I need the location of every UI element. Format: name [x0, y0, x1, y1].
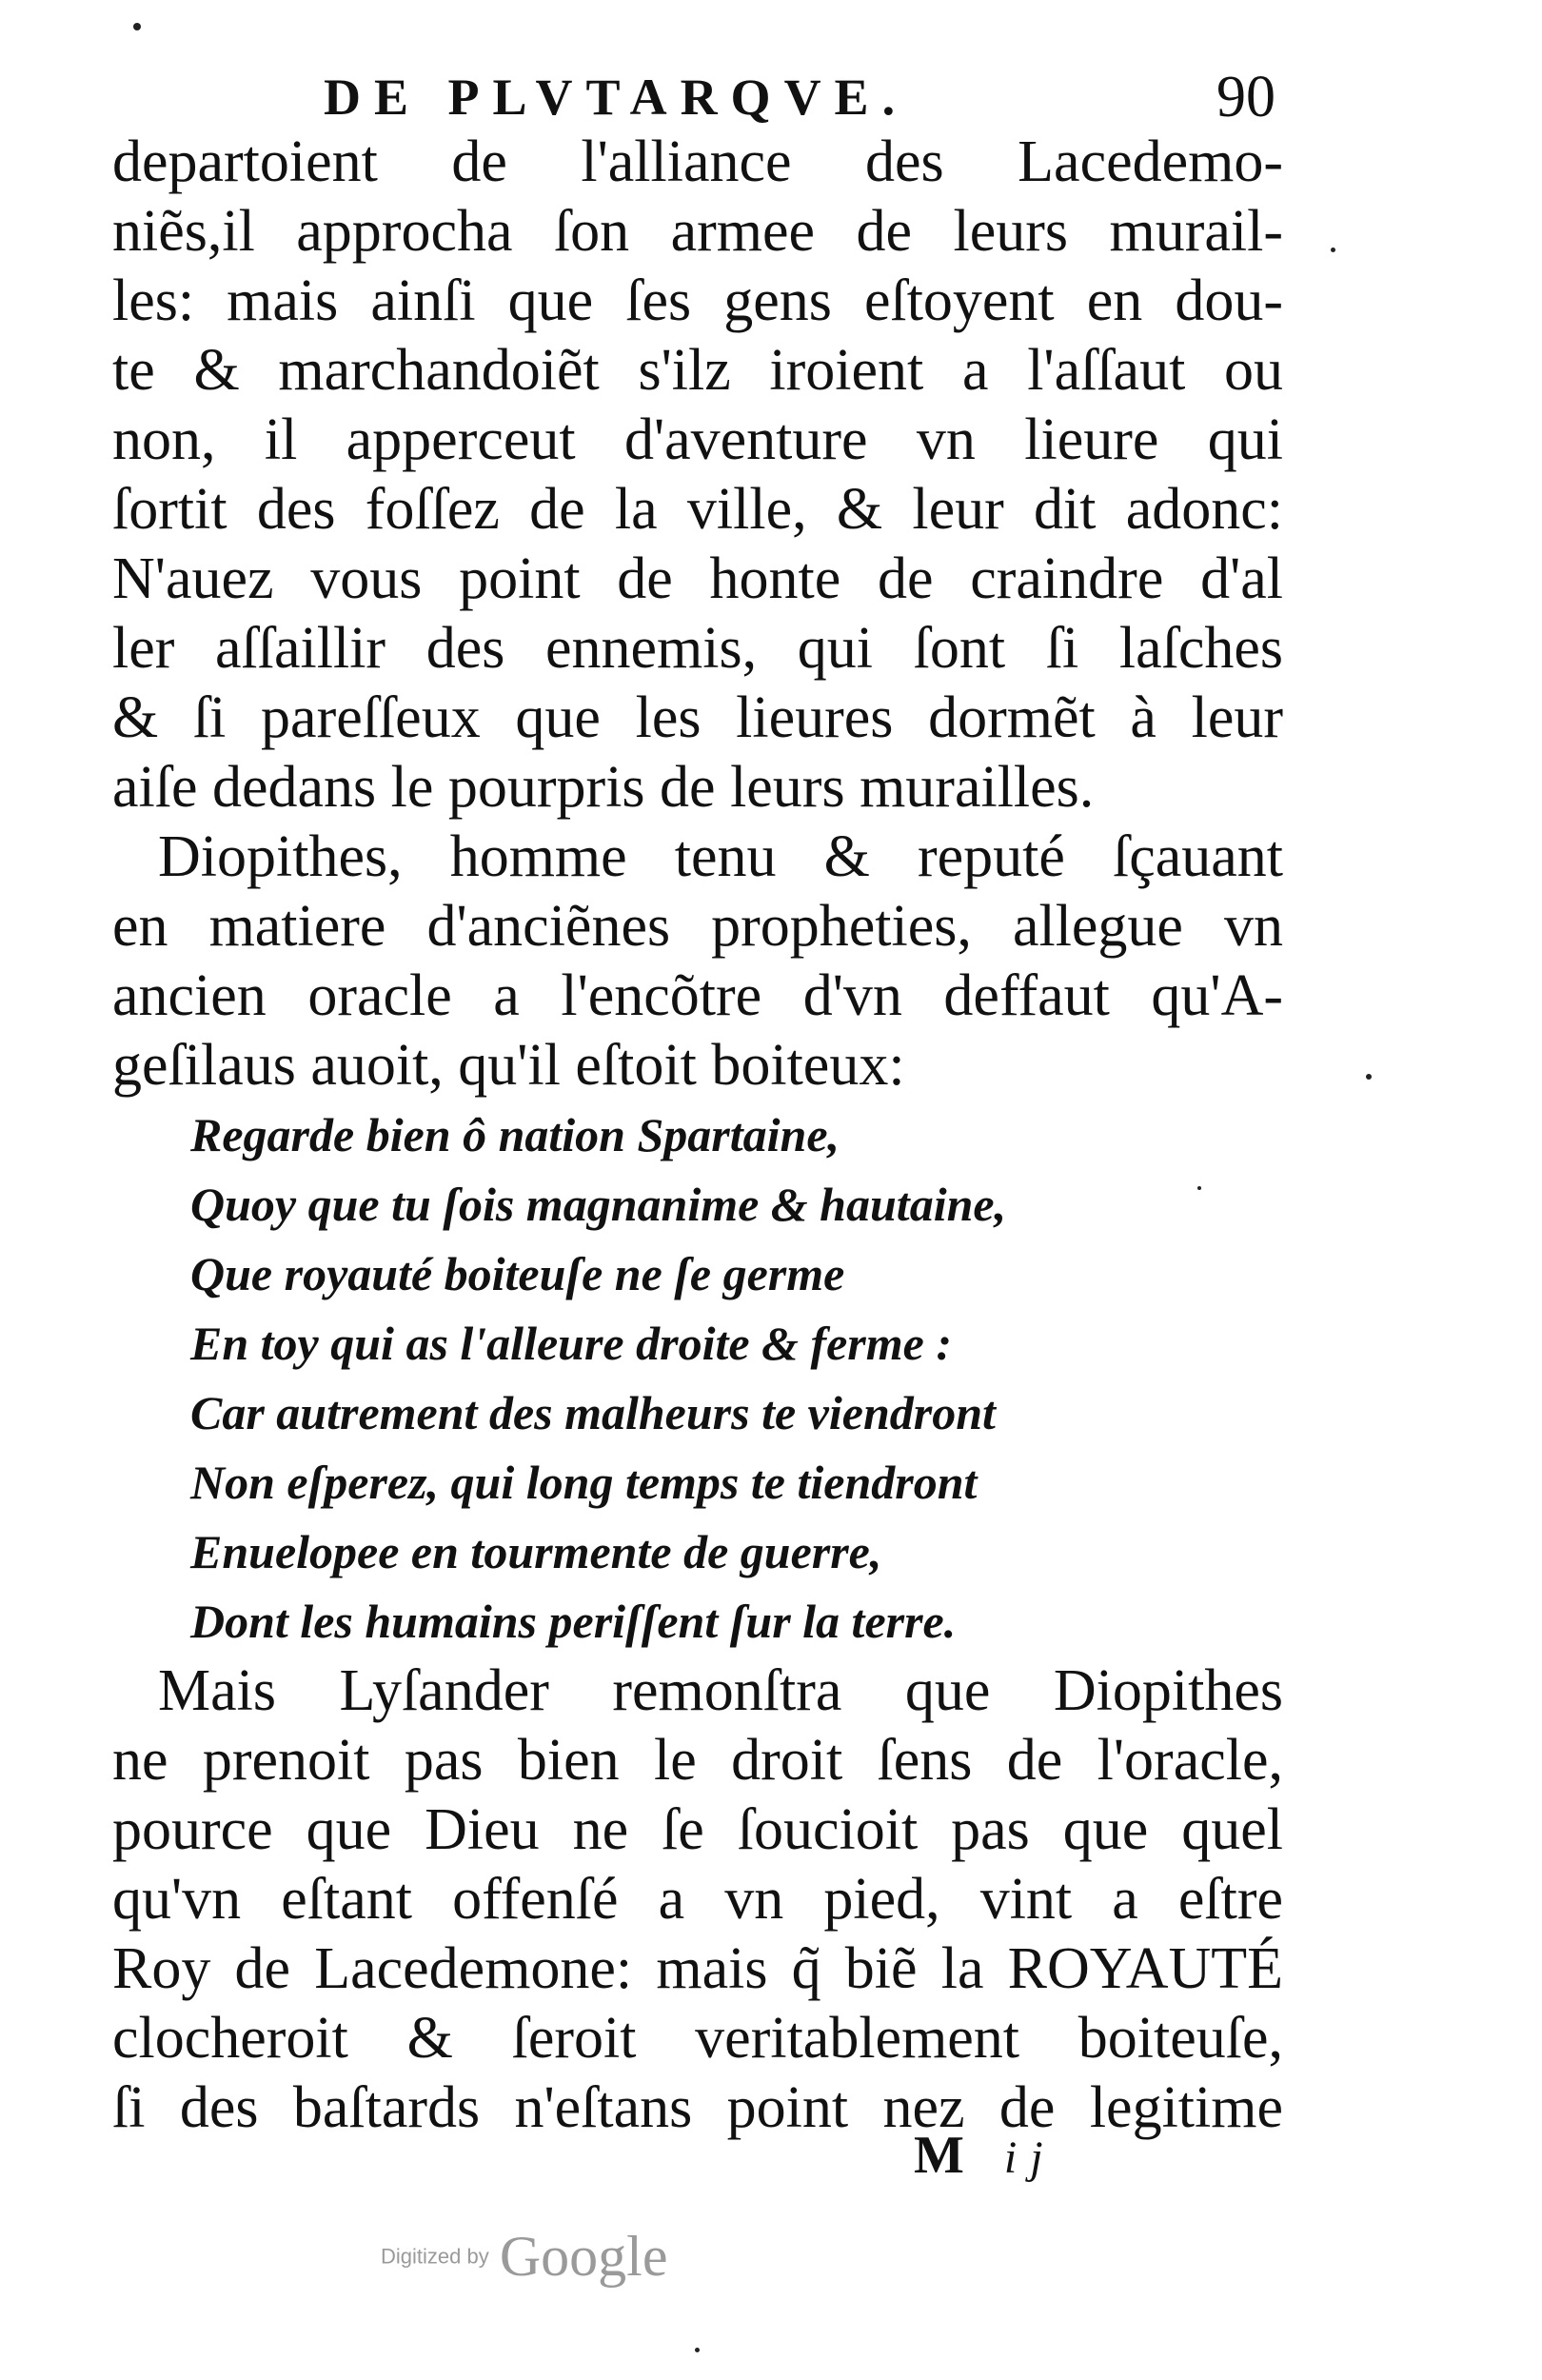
watermark-prefix: Digitized by [381, 2244, 489, 2269]
text-line: niẽs,il approcha ſon armee de leurs murail- [112, 199, 1283, 264]
text-line: ne prenoit pas bien le droit ſens de l'oracle, [112, 1728, 1283, 1793]
text-line: N'auez vous point de honte de craindre d'al [112, 546, 1283, 611]
text-line: ancien oracle a l'encõtre d'vn deffaut qu'A- [112, 963, 1283, 1028]
scan-speck [133, 23, 141, 30]
verse-line: Regarde bien ô nation Spartaine, [190, 1108, 840, 1161]
scan-speck [695, 2348, 700, 2352]
text-line: & ſi pareſſeux que les lieures dormẽt à leur [112, 685, 1283, 750]
verse-line: En toy qui as l'alleure droite & ferme : [190, 1317, 952, 1370]
digitization-watermark [381, 2224, 667, 2290]
verse-line: Quoy que tu ſois magnanime & hautaine, [190, 1178, 1007, 1231]
text-line: aiſe dedans le pourpris de leurs murailles. [112, 755, 1095, 820]
watermark-brand: Google [499, 2225, 668, 2288]
verse-line: Dont les humains periſſent ſur la terre. [190, 1595, 957, 1648]
verse-line: Que royauté boiteuſe ne ſe germe [190, 1247, 845, 1300]
running-title: DE PLVTARQVE. [324, 69, 909, 126]
text-line: pource que Dieu ne ſe ſoucioit pas que quel [112, 1797, 1283, 1862]
text-line: te & marchandoiẽt s'ilz iroient a l'aſſaut ou [112, 338, 1283, 403]
scan-speck [1331, 248, 1335, 252]
text-line: en matiere d'anciẽnes propheties, allegue vn [112, 894, 1283, 959]
text-line: Roy de Lacedemone: mais q̃ biẽ la ROYAUTÉ [112, 1936, 1283, 2001]
page-number: 90 [1216, 65, 1275, 129]
text-line: geſilaus auoit, qu'il eſtoit boiteux: [112, 1033, 905, 1098]
text-line: ſi des baſtards n'eſtans point nez de legitime [112, 2075, 1283, 2140]
signature-mark [914, 2125, 1057, 2186]
text-line: departoient de l'alliance des Lacedemo- [112, 129, 1283, 194]
text-line: clocheroit & ſeroit veritablement boiteuſe, [112, 2006, 1283, 2071]
verse-line: Non eſperez, qui long temps te tiendront [190, 1456, 978, 1509]
verse-line: Car autrement des malheurs te viendront [190, 1386, 996, 1439]
signature-numeral: ij [1003, 2132, 1057, 2183]
signature-letter: M [914, 2126, 978, 2185]
text-line: Mais Lyſander remonſtra que Diopithes [158, 1658, 1283, 1723]
text-line: ſortit des foſſez de la ville, & leur dit adonc: [112, 477, 1283, 542]
text-line: les: mais ainſi que ſes gens eſtoyent en dou- [112, 268, 1283, 333]
body-text [112, 128, 1283, 2143]
text-line: non, il apperceut d'aventure vn lieure qui [112, 407, 1283, 472]
verse-line: Enuelopee en tourmente de guerre, [190, 1525, 882, 1578]
text-line: qu'vn eſtant offenſé a vn pied, vint a eſtre [112, 1867, 1283, 1932]
text-line: Diopithes, homme tenu & reputé ſçauant [158, 824, 1283, 889]
scan-speck [1197, 1186, 1201, 1190]
scan-speck [1366, 1074, 1372, 1080]
page-header [114, 59, 1275, 135]
text-line: ler aſſaillir des ennemis, qui ſont ſi laſches [112, 616, 1283, 681]
